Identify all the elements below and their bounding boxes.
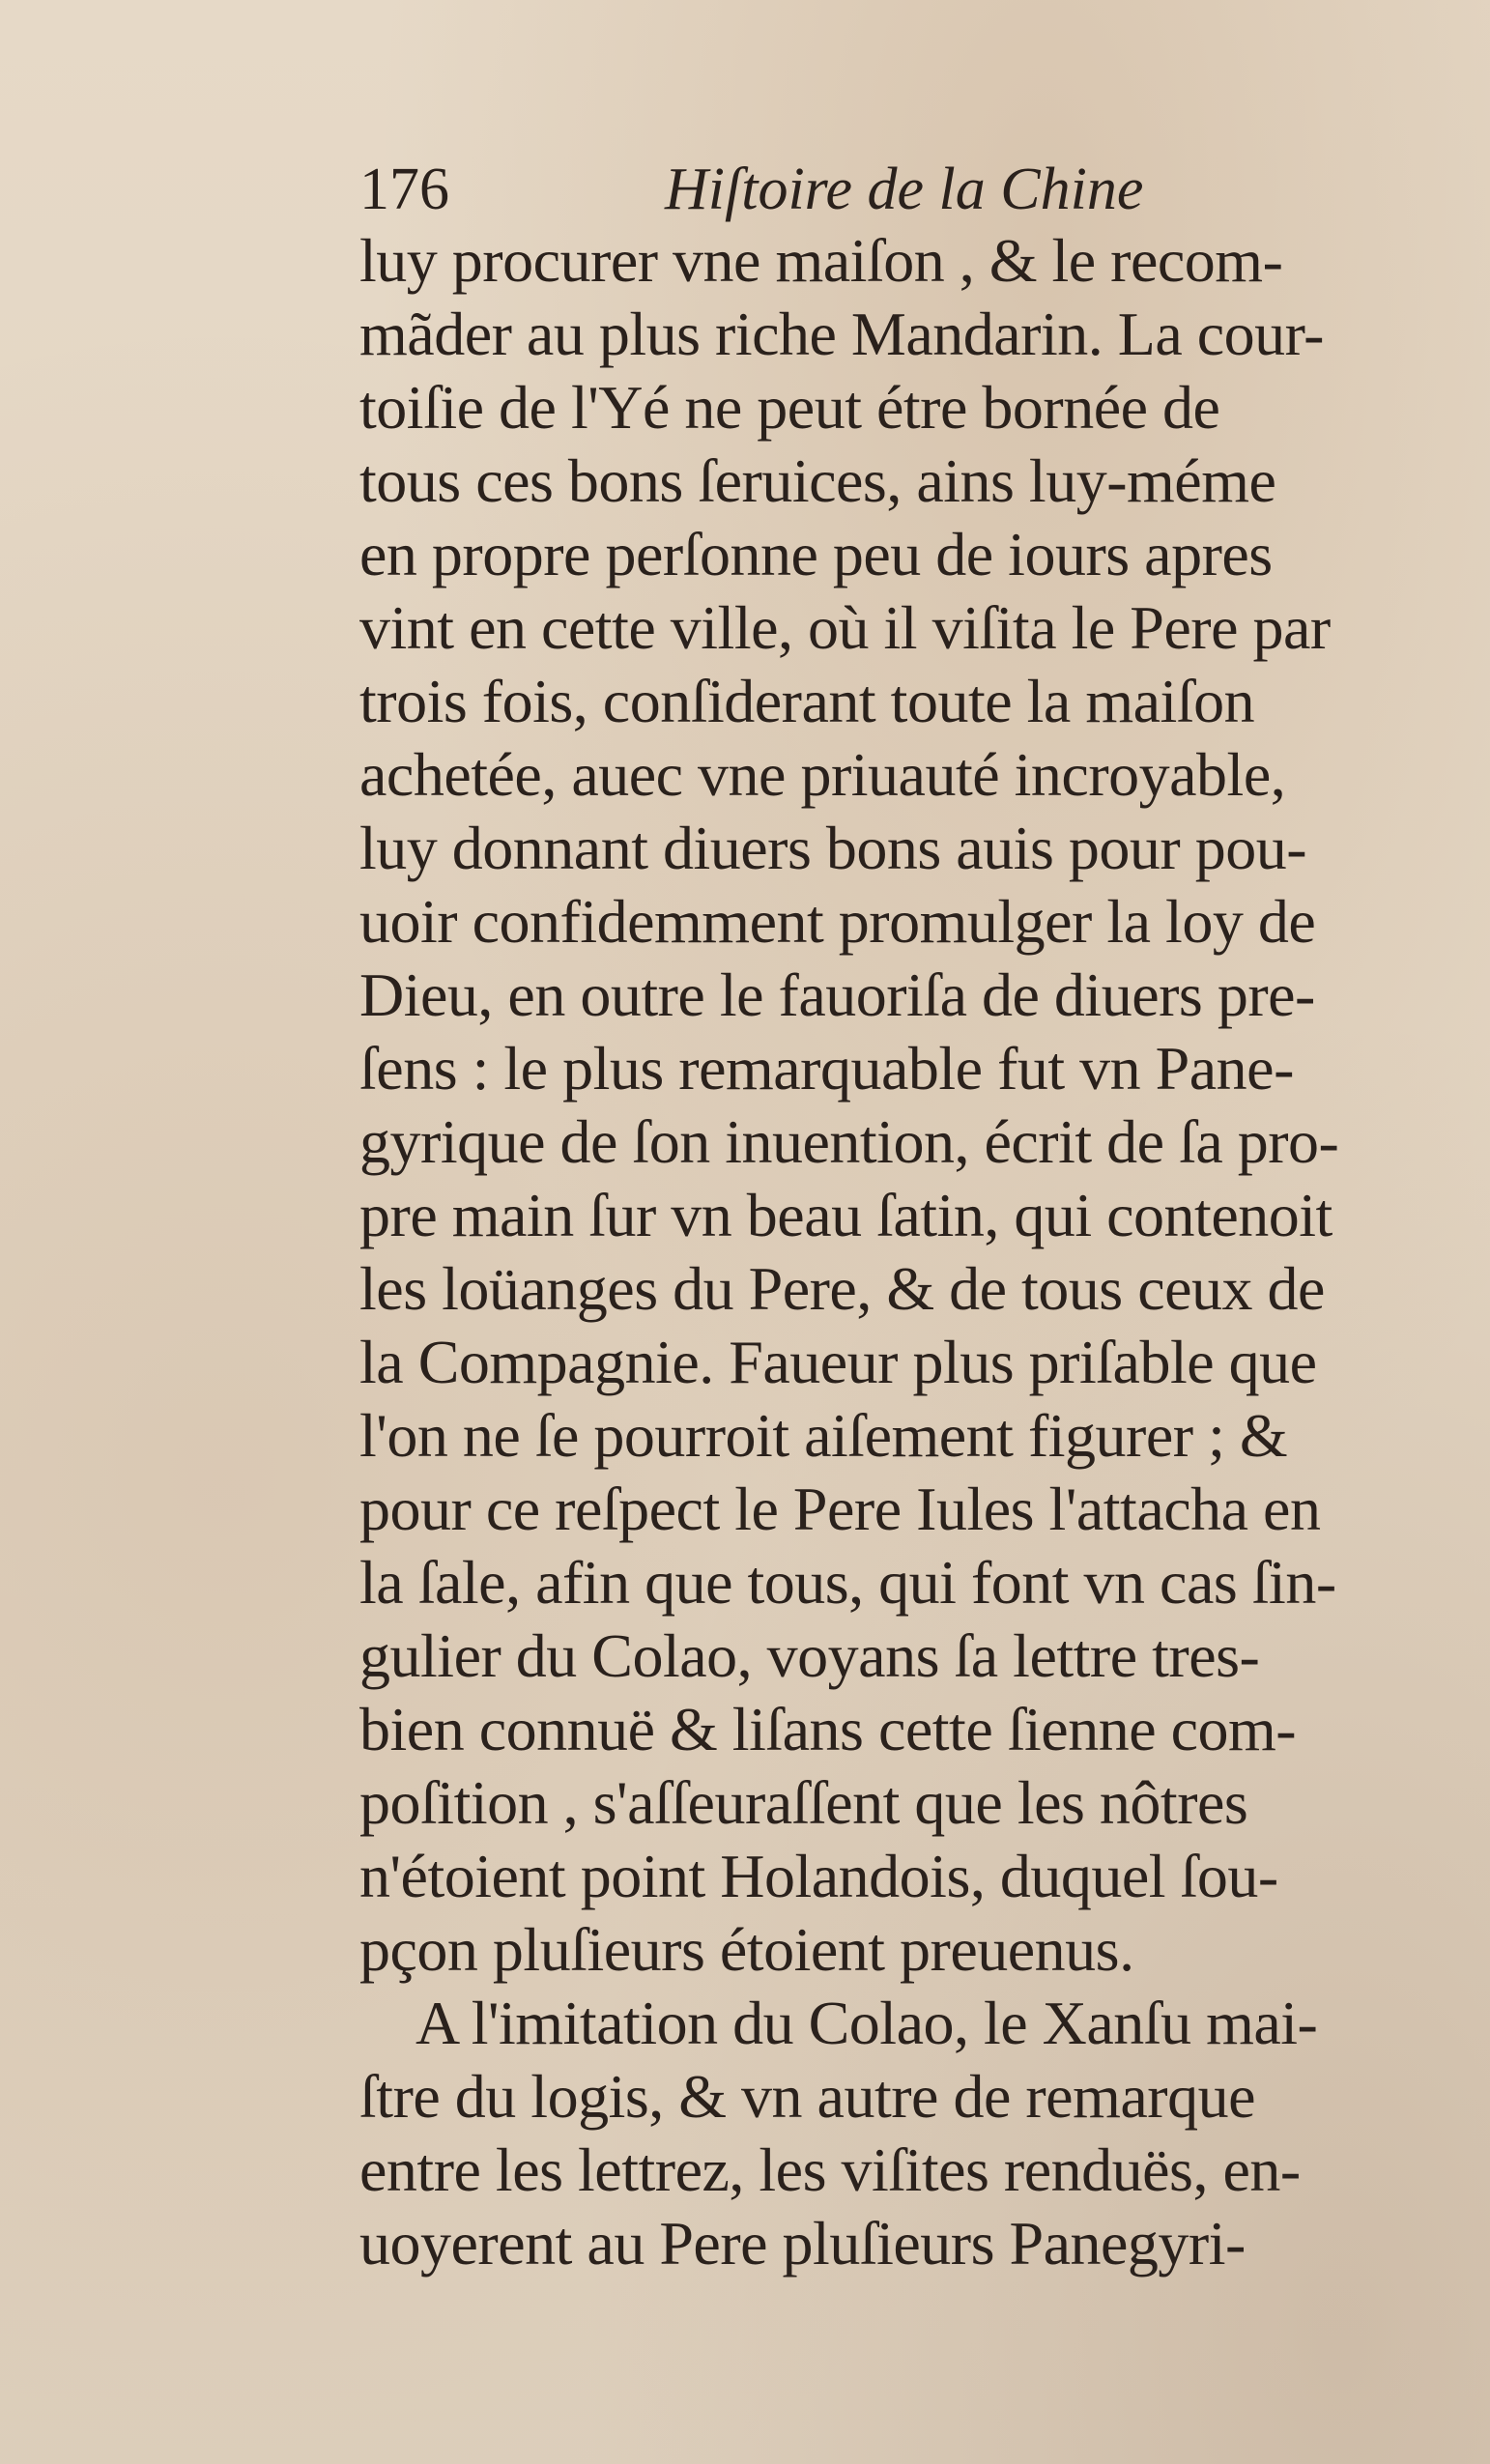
text-line: toiſie de l'Yé ne peut étre bornée de: [359, 373, 1220, 442]
text-line: gyrique de ſon inuention, écrit de ſa pro-: [359, 1107, 1339, 1176]
text-line: gulier du Colao, voyans ſa lettre tres-: [359, 1621, 1260, 1690]
text-line: luy procurer vne maiſon , & le recom-: [359, 226, 1283, 295]
body-text: [359, 224, 1490, 2280]
text-line: ſtre du logis, & vn autre de remarque: [359, 2062, 1255, 2131]
text-line: entre les lettrez, les viſites renduës, en-: [359, 2135, 1301, 2204]
running-head: [359, 155, 1490, 224]
text-line: poſition , s'aſſeuraſſent que les nôtres: [359, 1768, 1248, 1837]
text-line: tous ces bons ſeruices, ains luy-méme: [359, 446, 1276, 515]
text-line: la Compagnie. Faueur plus priſable que: [359, 1328, 1317, 1396]
text-line: uoir confidemment promulger la loy de: [359, 887, 1316, 956]
text-line: pre main ſur vn beau ſatin, qui contenoit: [359, 1181, 1332, 1249]
text-block: [359, 155, 1490, 2280]
text-line: pçon pluſieurs étoient preuenus.: [359, 1915, 1134, 1984]
text-line: mãder au plus riche Mandarin. La cour-: [359, 300, 1324, 368]
text-line: en propre perſonne peu de iours apres: [359, 520, 1273, 588]
text-line: luy donnant diuers bons auis pour pou-: [359, 814, 1306, 882]
text-line: Dieu, en outre le fauoriſa de diuers pre-: [359, 960, 1315, 1029]
text-line: uoyerent au Pere pluſieurs Panegyri-: [359, 2209, 1246, 2278]
paragraph-first-line: A l'imitation du Colao, le Xanſu mai-: [415, 1989, 1318, 2057]
text-line: n'étoient point Holandois, duquel ſou-: [359, 1842, 1278, 1910]
text-line: pour ce reſpect le Pere Iules l'attacha en: [359, 1475, 1321, 1543]
running-title: Hiſtoire de la Chine: [665, 157, 1144, 222]
text-line: les loüanges du Pere, & de tous ceux de: [359, 1254, 1325, 1323]
text-line: vint en cette ville, où il viſita le Pere par: [359, 593, 1331, 662]
text-line: la ſale, afin que tous, qui font vn cas ſin-: [359, 1548, 1336, 1617]
text-line: bien connuë & liſans cette ſienne com-: [359, 1695, 1297, 1763]
text-line: achetée, auec vne priuauté incroyable,: [359, 740, 1286, 809]
text-line: trois fois, conſiderant toute la maiſon: [359, 667, 1255, 735]
page-number: 176: [359, 157, 449, 222]
text-line: ſens : le plus remarquable fut vn Pane-: [359, 1034, 1294, 1103]
text-line: l'on ne ſe pourroit aiſement figurer ; &: [359, 1401, 1288, 1470]
